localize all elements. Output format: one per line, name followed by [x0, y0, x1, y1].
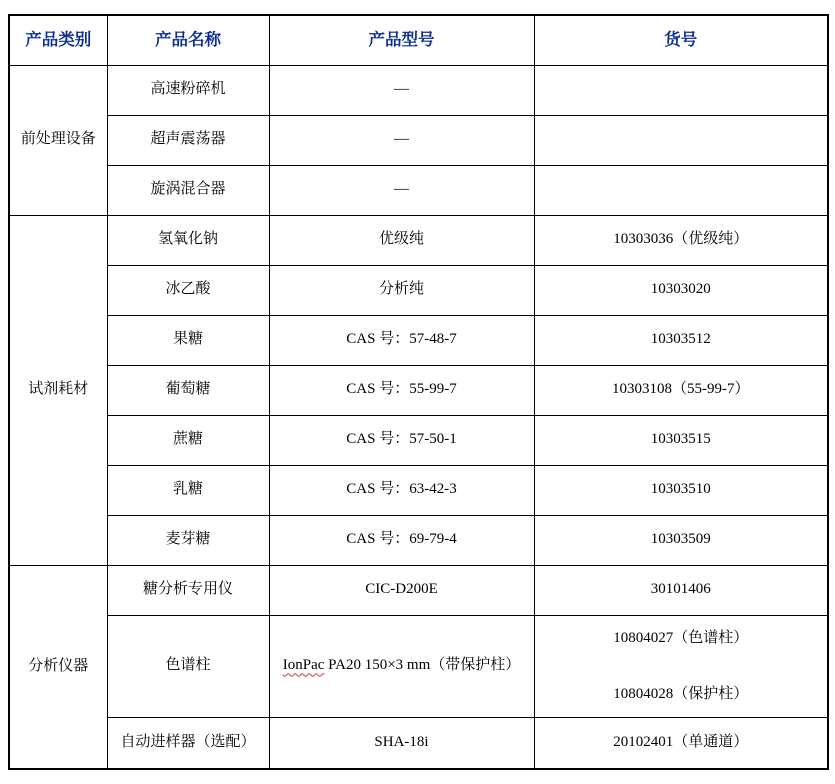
product-name-cell: 葡萄糖	[107, 365, 269, 415]
table-row	[9, 365, 828, 415]
catalog-line-1: 10804027（色谱柱）	[613, 629, 749, 646]
catalog-cell: 20102401（单通道）	[534, 717, 828, 769]
table-row	[9, 65, 828, 115]
catalog-cell	[534, 165, 828, 215]
catalog-dual-lines	[539, 616, 824, 717]
product-table	[8, 14, 829, 770]
catalog-cell: 10303509	[534, 515, 828, 565]
product-name-cell: 蔗糖	[107, 415, 269, 465]
product-model-cell: 优级纯	[269, 215, 534, 265]
product-model-cell: CAS 号：57-48-7	[269, 315, 534, 365]
product-model-cell: CAS 号：69-79-4	[269, 515, 534, 565]
table-row	[9, 115, 828, 165]
product-model-cell	[269, 615, 534, 717]
header-row	[9, 15, 828, 65]
product-model-cell: SHA-18i	[269, 717, 534, 769]
category-cell-pretreatment: 前处理设备	[9, 65, 107, 215]
category-cell-reagents: 试剂耗材	[9, 215, 107, 565]
table-row	[9, 465, 828, 515]
product-model-cell: 分析纯	[269, 265, 534, 315]
product-name-cell: 氢氧化钠	[107, 215, 269, 265]
catalog-cell: 10303512	[534, 315, 828, 365]
catalog-cell	[534, 115, 828, 165]
table-header	[9, 15, 828, 65]
catalog-cell	[534, 615, 828, 717]
catalog-cell: 10303515	[534, 415, 828, 465]
product-name-cell: 糖分析专用仪	[107, 565, 269, 615]
table-row	[9, 165, 828, 215]
model-brand-text: IonPac	[282, 657, 325, 674]
column-header-product-name: 产品名称	[107, 15, 269, 65]
column-header-product-model: 产品型号	[269, 15, 534, 65]
product-name-cell: 色谱柱	[107, 615, 269, 717]
catalog-cell: 30101406	[534, 565, 828, 615]
category-cell-instruments: 分析仪器	[9, 565, 107, 769]
product-name-cell: 果糖	[107, 315, 269, 365]
column-header-category: 产品类别	[9, 15, 107, 65]
table-row	[9, 615, 828, 717]
product-name-cell: 自动进样器（选配）	[107, 717, 269, 769]
catalog-cell	[534, 65, 828, 115]
product-model-cell: —	[269, 165, 534, 215]
product-model-cell: —	[269, 115, 534, 165]
column-header-catalog-number: 货号	[534, 15, 828, 65]
table-row	[9, 515, 828, 565]
table-row	[9, 415, 828, 465]
catalog-cell: 10303020	[534, 265, 828, 315]
table-row	[9, 265, 828, 315]
model-spec-text: PA20 150×3 mm（带保护柱）	[324, 657, 521, 674]
table-row	[9, 717, 828, 769]
product-name-cell: 冰乙酸	[107, 265, 269, 315]
product-model-cell: CAS 号：55-99-7	[269, 365, 534, 415]
product-name-cell: 超声震荡器	[107, 115, 269, 165]
product-model-cell: CAS 号：63-42-3	[269, 465, 534, 515]
product-name-cell: 乳糖	[107, 465, 269, 515]
product-model-cell: CIC-D200E	[269, 565, 534, 615]
catalog-cell: 10303510	[534, 465, 828, 515]
product-model-cell: —	[269, 65, 534, 115]
table-row	[9, 565, 828, 615]
table-row	[9, 215, 828, 265]
product-model-cell: CAS 号：57-50-1	[269, 415, 534, 465]
catalog-cell: 10303036（优级纯）	[534, 215, 828, 265]
product-name-cell: 麦芽糖	[107, 515, 269, 565]
catalog-cell: 10303108（55-99-7）	[534, 365, 828, 415]
table-row	[9, 315, 828, 365]
catalog-line-2: 10804028（保护柱）	[613, 685, 749, 702]
product-name-cell: 旋涡混合器	[107, 165, 269, 215]
product-name-cell: 高速粉碎机	[107, 65, 269, 115]
